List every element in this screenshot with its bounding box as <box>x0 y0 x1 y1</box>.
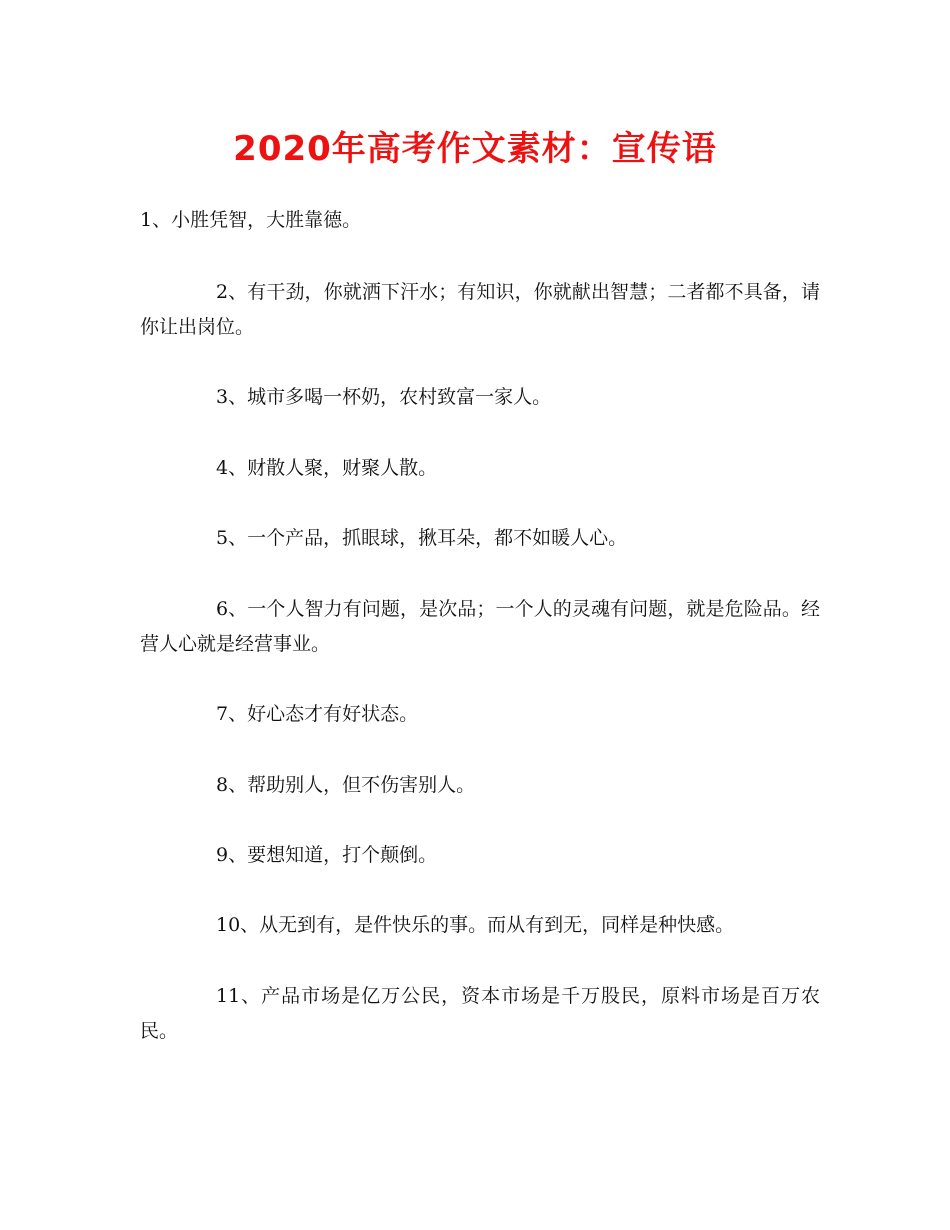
list-item: 3、城市多喝一杯奶，农村致富一家人。 <box>216 386 552 408</box>
list-item: 9、要想知道，打个颠倒。 <box>216 844 438 866</box>
list-item: 5、一个产品，抓眼球，揪耳朵，都不如暖人心。 <box>216 527 628 549</box>
list-item: 6、一个人智力有问题，是次品；一个人的灵魂有问题，就是危险品。经营人心就是经营事业。 <box>140 598 820 655</box>
list-item: 7、好心态才有好状态。 <box>216 703 419 725</box>
list-item: 8、帮助别人，但不伤害别人。 <box>216 774 476 796</box>
list-item: 2、有干劲，你就洒下汗水；有知识，你就献出智慧；二者都不具备，请你让出岗位。 <box>140 281 820 338</box>
list-item: 11、产品市场是亿万公民，资本市场是千万股民，原料市场是百万农民。 <box>140 985 820 1042</box>
page-title: 2020年高考作文素材：宣传语 <box>233 129 717 169</box>
list-item: 1、小胜凭智，大胜靠德。 <box>140 209 362 231</box>
list-item: 4、财散人聚，财聚人散。 <box>216 457 438 479</box>
list-item: 10、从无到有，是件快乐的事。而从有到无，同样是种快感。 <box>216 914 735 936</box>
